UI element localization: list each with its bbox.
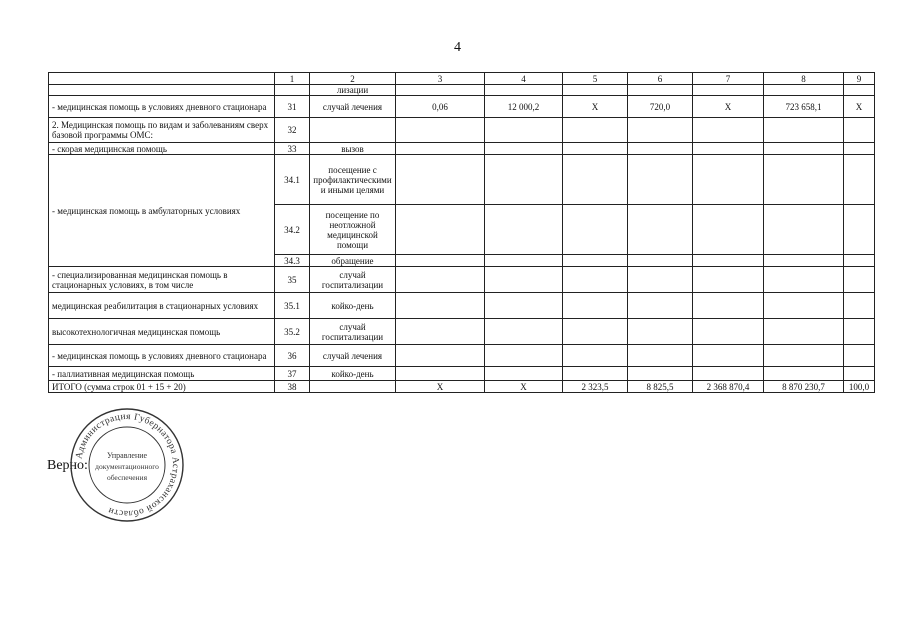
table-row xyxy=(49,155,875,205)
unit-cell: случай лечения xyxy=(310,96,396,118)
unit-cell: обращение xyxy=(310,255,396,267)
row-number: 32 xyxy=(275,118,310,143)
row-number: 35 xyxy=(275,267,310,293)
row-number: 33 xyxy=(275,143,310,155)
header-cell-5: 5 xyxy=(563,73,628,85)
stamp-center-line1: Управление xyxy=(106,451,148,460)
table-row xyxy=(49,293,875,319)
unit-cell: случай госпитализации xyxy=(310,319,396,345)
financing-table xyxy=(48,72,875,393)
unit-cell: койко-день xyxy=(310,293,396,319)
official-stamp xyxy=(68,406,186,524)
unit-cell: вызов xyxy=(310,143,396,155)
header-cell-4: 4 xyxy=(485,73,563,85)
value-cell: 720,0 xyxy=(628,96,693,118)
row-number: 38 xyxy=(275,381,310,393)
table-row xyxy=(49,118,875,143)
header-cell-6: 6 xyxy=(628,73,693,85)
unit-cell: посещение с профилактическими и иными целями xyxy=(310,155,396,205)
table-row xyxy=(49,85,875,96)
value-cell: X xyxy=(396,381,485,393)
table-row xyxy=(49,345,875,367)
header-cell-7: 7 xyxy=(693,73,764,85)
value-cell: 8 825,5 xyxy=(628,381,693,393)
header-cell-2: 2 xyxy=(310,73,396,85)
page-number: 4 xyxy=(454,40,461,55)
row-name: медицинская реабилитация в стационарных условиях xyxy=(49,293,275,319)
unit-cell: койко-день xyxy=(310,367,396,381)
value-cell: 8 870 230,7 xyxy=(764,381,844,393)
row-number: 35.1 xyxy=(275,293,310,319)
verno-label: Верно: xyxy=(47,458,88,473)
header-cell-blank xyxy=(49,73,275,85)
row-number: 34.2 xyxy=(275,205,310,255)
unit-cell: случай госпитализации xyxy=(310,267,396,293)
table-row xyxy=(49,143,875,155)
value-cell: X xyxy=(844,96,875,118)
value-cell: X xyxy=(485,381,563,393)
unit-cell: посещение по неотложной медицинской помощи xyxy=(310,205,396,255)
header-row xyxy=(49,73,875,85)
value-cell: 12 000,2 xyxy=(485,96,563,118)
row-name: 2. Медицинская помощь по видам и заболеваниям сверх базовой программы ОМС: xyxy=(49,118,275,143)
value-cell: 2 368 870,4 xyxy=(693,381,764,393)
row-number: 31 xyxy=(275,96,310,118)
table-row xyxy=(49,367,875,381)
value-cell: 100,0 xyxy=(844,381,875,393)
value-cell: X xyxy=(693,96,764,118)
value-cell: 2 323,5 xyxy=(563,381,628,393)
stamp-ring-text: Администрация Губернатора Астраханской области xyxy=(74,411,181,519)
row-name: - медицинская помощь в условиях дневного стационара xyxy=(49,96,275,118)
row-number: 37 xyxy=(275,367,310,381)
row-number: 35.2 xyxy=(275,319,310,345)
row-number: 34.1 xyxy=(275,155,310,205)
header-cell-1: 1 xyxy=(275,73,310,85)
row-name: - паллиативная медицинская помощь xyxy=(49,367,275,381)
unit-cell: случай лечения xyxy=(310,345,396,367)
row-number: 36 xyxy=(275,345,310,367)
row-name: высокотехнологичная медицинская помощь xyxy=(49,319,275,345)
stamp-center-line3: обеспечения xyxy=(106,473,148,482)
row-name: ИТОГО (сумма строк 01 + 15 + 20) xyxy=(49,381,275,393)
value-cell: 0,06 xyxy=(396,96,485,118)
header-cell-9: 9 xyxy=(844,73,875,85)
header-cell-8: 8 xyxy=(764,73,844,85)
row-name: - медицинская помощь в условиях дневного стационара xyxy=(49,345,275,367)
stamp-center-line2: документационного xyxy=(95,462,159,471)
value-cell: 723 658,1 xyxy=(764,96,844,118)
table-row xyxy=(49,319,875,345)
unit-cell: лизации xyxy=(310,85,396,96)
value-cell: X xyxy=(563,96,628,118)
row-name: - специализированная медицинская помощь в стационарных условиях, в том числе xyxy=(49,267,275,293)
row-number: 34.3 xyxy=(275,255,310,267)
table-row xyxy=(49,267,875,293)
header-cell-3: 3 xyxy=(396,73,485,85)
row-name: - медицинская помощь в амбулаторных условиях xyxy=(49,155,275,267)
total-row xyxy=(49,381,875,393)
row-name: - скорая медицинская помощь xyxy=(49,143,275,155)
table-row xyxy=(49,96,875,118)
